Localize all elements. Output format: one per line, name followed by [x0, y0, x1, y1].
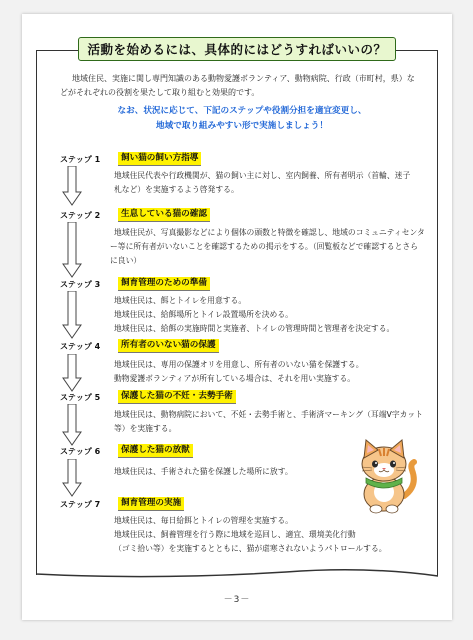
- step-line: 地域住民は、手術された猫を保護した場所に放す。: [114, 467, 293, 476]
- cat-illustration-icon: [352, 436, 420, 514]
- step-title: 生息している猫の確認: [118, 208, 210, 222]
- step-2-header: [60, 208, 210, 222]
- step-6-body: [114, 465, 344, 479]
- step-line: 札など）を実施するよう啓発する。: [114, 185, 239, 194]
- step-label: ステップ 7: [60, 499, 101, 509]
- emphasis-line-1: なお、状況に応じて、下記のステップや役割分担を適宜変更し、: [117, 106, 367, 116]
- step-2-body: [110, 226, 432, 268]
- step-line: 地域住民は、餌とトイレを用意する。: [114, 296, 247, 305]
- step-line: 地域住民は、専用の保護オリを用意し、所有者のいない猫を保護する。: [114, 360, 364, 369]
- down-arrow-icon: [62, 459, 82, 497]
- step-label: ステップ 6: [60, 446, 101, 456]
- step-label: ステップ 3: [60, 279, 101, 289]
- step-3-header: [60, 277, 210, 291]
- intro-text: 地域住民、実施に関し専門知識のある動物愛護ボランティア、動物病院、行政（市町村，県）などがそれぞれの役割を果たして取り組むと効果的です。: [60, 74, 415, 97]
- emphasis-line-2: 地域で取り組みやすい形で実施しましょう！: [156, 121, 328, 131]
- step-line: 地域住民が、写真撮影などにより個体の頭数と特徴を確認し、地域のコミュニティセンタ: [114, 228, 425, 237]
- step-7-header: [60, 497, 184, 511]
- step-3-body: [114, 294, 436, 336]
- step-line: 地域住民は、給餌場所とトイレ設置場所を決める。: [114, 310, 293, 319]
- page-curl-decoration: [36, 562, 438, 582]
- step-title: 飼育管理の実施: [118, 497, 184, 511]
- step-4-body: [114, 358, 436, 386]
- step-title: 飼育管理のための準備: [118, 277, 210, 291]
- step-1-header: [60, 152, 201, 166]
- step-6-header: [60, 444, 193, 458]
- page-number: －3－: [223, 595, 251, 605]
- step-label: ステップ 4: [60, 341, 101, 351]
- step-5-header: [60, 390, 236, 404]
- step-4-header: [60, 339, 219, 353]
- step-line: 地域住民は、飼養管理を行う際に地域を巡回し、適宜、環境美化行動: [114, 530, 356, 539]
- down-arrow-icon: [62, 291, 82, 339]
- emphasis-note: [62, 104, 422, 134]
- step-title: 所有者のいない猫の保護: [118, 339, 219, 353]
- step-1-body: [114, 169, 436, 197]
- step-line: 地域住民は、毎日給餌とトイレの管理を実施する。: [114, 516, 293, 525]
- step-5-body: [114, 408, 423, 436]
- down-arrow-icon: [62, 222, 82, 278]
- step-line: 地域住民は、給餌の実施時間と実施者、トイレの管理時間と管理者を決定する。: [114, 324, 395, 333]
- step-label: ステップ 1: [60, 154, 101, 164]
- step-7-body: [114, 514, 436, 556]
- step-line: 地域住民代表や行政機関が、猫の飼い主に対し、室内飼養、所有者明示（首輪、迷子: [114, 171, 411, 180]
- step-line: 動物愛護ボランティアが所有している場合は、それを用い実施する。: [114, 374, 356, 383]
- step-line: に良い）: [110, 256, 142, 265]
- down-arrow-icon: [62, 354, 82, 392]
- document-page: [22, 14, 452, 620]
- step-line: ー等に所有者がいないことを確認するための掲示をする。（回覧板などで確認するとさら: [110, 242, 418, 251]
- step-line: 地域住民は、動物病院において、不妊・去勢手術と、手術済マーキング（耳端V字カット: [114, 410, 423, 419]
- step-line: 等）を実施する。: [114, 424, 177, 433]
- step-title: 保護した猫の不妊・去勢手術: [118, 390, 236, 404]
- step-title: 飼い猫の飼い方指導: [118, 152, 201, 166]
- step-line: （ゴミ拾い等）を実施するとともに、猫が虐寒されないようパトロールする。: [114, 544, 387, 553]
- step-title: 保護した猫の放獣: [118, 444, 193, 458]
- step-label: ステップ 5: [60, 392, 101, 402]
- down-arrow-icon: [62, 404, 82, 446]
- page-title: 活動を始めるには、具体的にはどうすればいいの？: [78, 37, 396, 61]
- step-label: ステップ 2: [60, 210, 101, 220]
- down-arrow-icon: [62, 166, 82, 206]
